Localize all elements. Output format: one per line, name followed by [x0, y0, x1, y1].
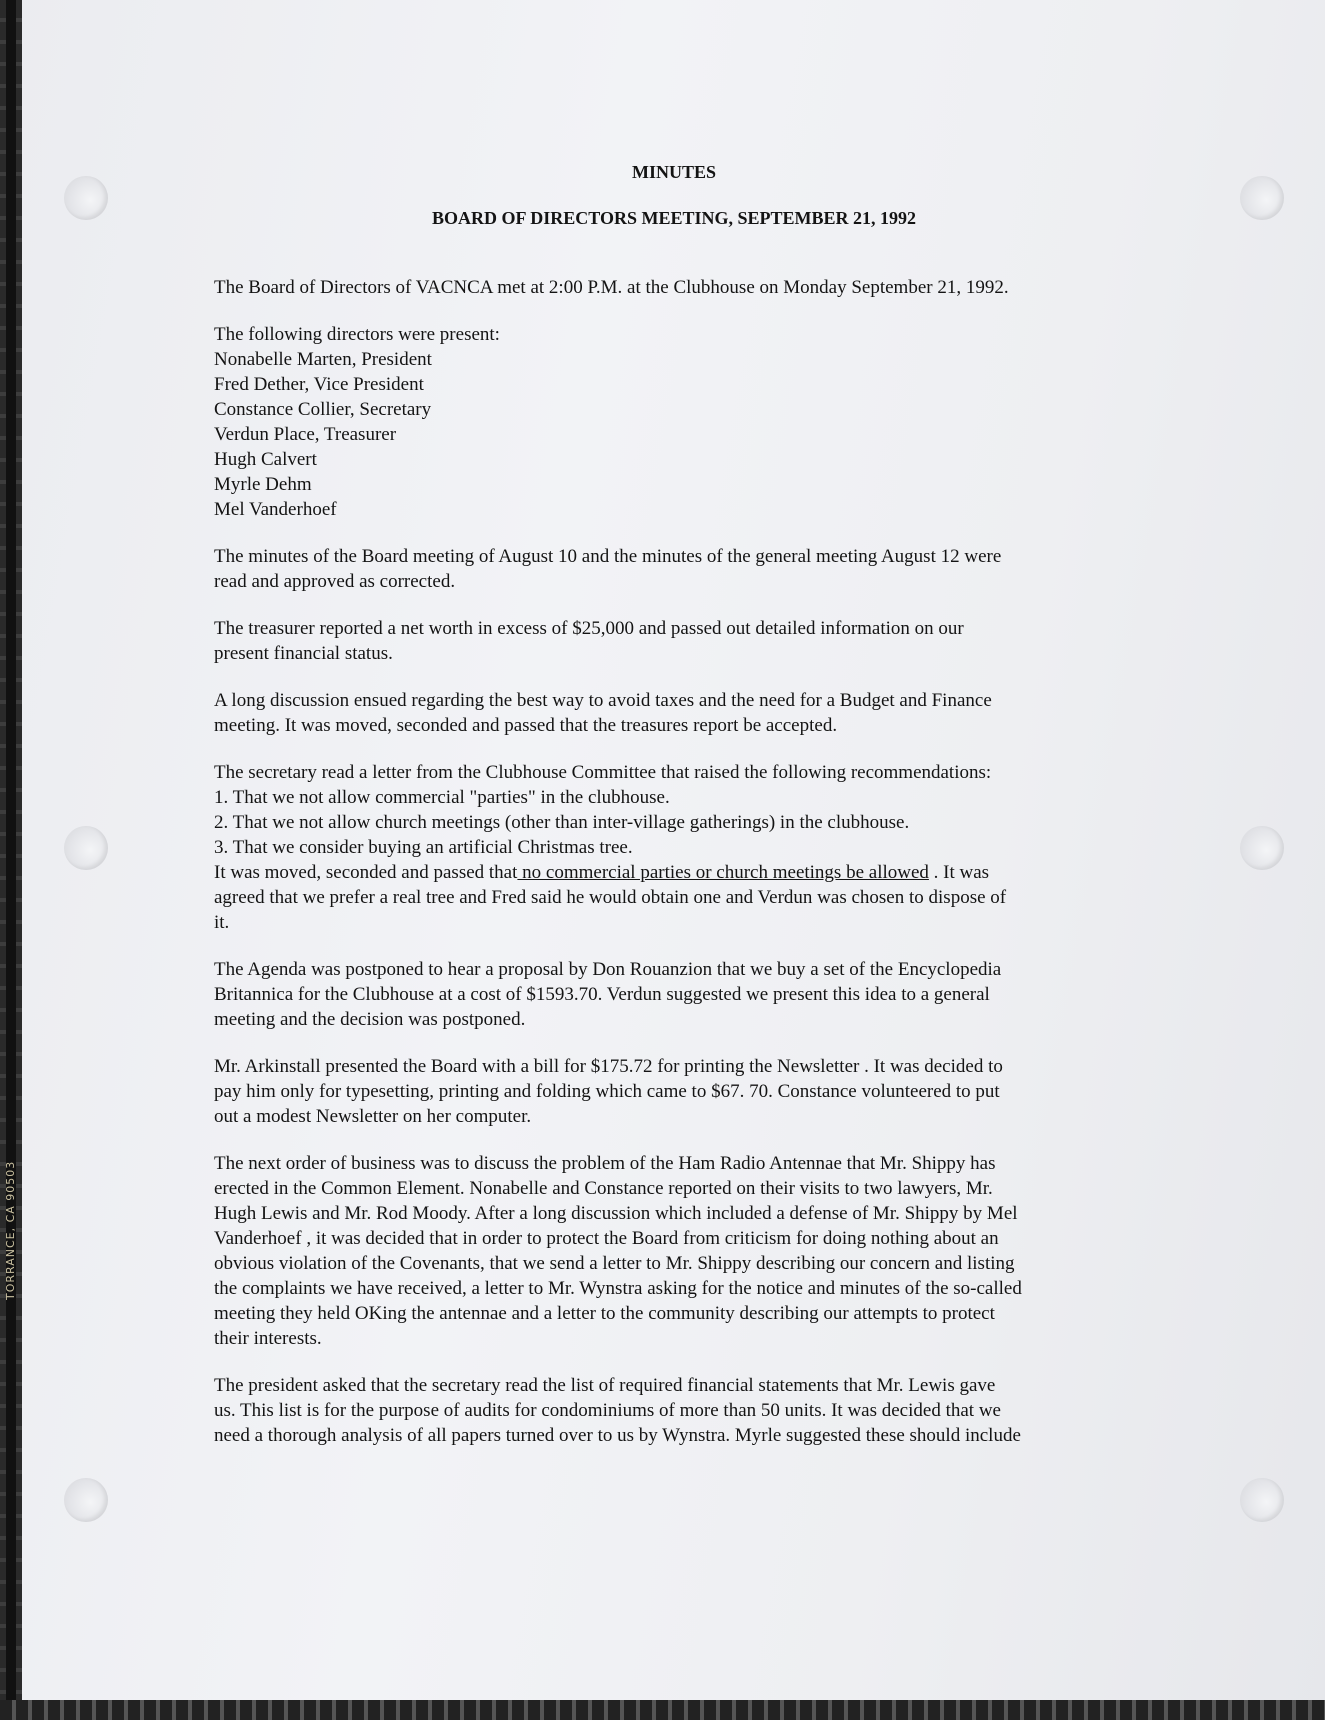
attendance-intro: The following directors were present:: [214, 324, 500, 345]
director-name: Constance Collier, Secretary: [214, 399, 432, 420]
page-subtitle: BOARD OF DIRECTORS MEETING, SEPTEMBER 21, 1992: [431, 208, 917, 228]
committee-intro: The secretary read a letter from the Clubhouse Committee that raised the following recommendations:: [214, 762, 992, 783]
director-name: Fred Dether, Vice President: [214, 374, 424, 395]
resolution-underlined: no commercial parties or church meetings be allowed: [517, 862, 929, 883]
text-line: The next order of business was to discuss the problem of the Ham Radio Antennae that Mr. Shippy has: [214, 1153, 996, 1174]
text-line: need a thorough analysis of all papers turned over to us by Wynstra. Myrle suggested these should include: [214, 1425, 1021, 1446]
director-name: Hugh Calvert: [214, 449, 317, 470]
text-line: obvious violation of the Covenants, that we send a letter to Mr. Shippy describing our concern and listing: [214, 1253, 1015, 1274]
director-name: Myrle Dehm: [214, 474, 312, 495]
opening-paragraph: [214, 275, 1134, 300]
director-name: Nonabelle Marten, President: [214, 349, 432, 370]
minutes-approval-paragraph: [214, 544, 1134, 594]
recommendation-item: 1. That we not allow commercial "parties" in the clubhouse.: [214, 787, 670, 808]
text-line: Hugh Lewis and Mr. Rod Moody. After a long discussion which included a defense of Mr. Shippy by Mel: [214, 1203, 1018, 1224]
text-line: their interests.: [214, 1328, 322, 1349]
text-line: The Board of Directors of VACNCA met at 2:00 P.M. at the Clubhouse on Monday September 21, 1992.: [214, 277, 1009, 298]
text-line: meeting. It was moved, seconded and passed that the treasures report be accepted.: [214, 715, 838, 736]
resolution-line: [214, 860, 1134, 885]
text-line: the complaints we have received, a letter to Mr. Wynstra asking for the notice and minutes of the so-called: [214, 1278, 1022, 1299]
newsletter-paragraph: [214, 1054, 1134, 1129]
text-line: The treasurer reported a net worth in excess of $25,000 and passed out detailed information on our: [214, 618, 964, 639]
text-line: pay him only for typesetting, printing and folding which came to $67. 70. Constance volunteered to put: [214, 1081, 1000, 1102]
binder-edge-inner: [6, 0, 16, 1720]
text-line: The president asked that the secretary read the list of required financial statements that Mr. Lewis gave: [214, 1375, 996, 1396]
minutes-document: [214, 160, 1134, 1470]
bottom-edge: [0, 1700, 1325, 1720]
text-line: it.: [214, 912, 230, 933]
text-line: meeting they held OKing the antennae and a letter to the community describing our attempts to protect: [214, 1303, 995, 1324]
punch-hole: [64, 1478, 108, 1522]
tax-discussion-paragraph: [214, 688, 1134, 738]
text-line: Vanderhoef , it was decided that in order to protect the Board from criticism for doing nothing about an: [214, 1228, 999, 1249]
director-name: Mel Vanderhoef: [214, 499, 337, 520]
recommendation-item: 3. That we consider buying an artificial Christmas tree.: [214, 837, 633, 858]
binder-edge: [0, 0, 22, 1720]
text-line: Britannica for the Clubhouse at a cost of $1593.70. Verdun suggested we present this idea to a general: [214, 984, 990, 1005]
attendance-section: [214, 322, 1134, 522]
antennae-paragraph: [214, 1151, 1134, 1351]
punch-hole: [1240, 1478, 1284, 1522]
text-line: The minutes of the Board meeting of August 10 and the minutes of the general meeting August 12 were: [214, 546, 1002, 567]
text-line: out a modest Newsletter on her computer.: [214, 1106, 532, 1127]
encyclopedia-paragraph: [214, 957, 1134, 1032]
margin-stamp: TORRANCE, CA 90503: [4, 1160, 17, 1300]
text-line: The Agenda was postponed to hear a proposal by Don Rouanzion that we buy a set of the Encyclopedia: [214, 959, 1002, 980]
clubhouse-committee-paragraph: [214, 760, 1134, 935]
text-line: meeting and the decision was postponed.: [214, 1009, 526, 1030]
text-line: us. This list is for the purpose of audits for condominiums of more than 50 units. It was decided that we: [214, 1400, 1001, 1421]
director-name: Verdun Place, Treasurer: [214, 424, 397, 445]
punch-hole: [64, 826, 108, 870]
text-line: agreed that we prefer a real tree and Fred said he would obtain one and Verdun was chosen to dispose of: [214, 887, 1007, 908]
recommendation-item: 2. That we not allow church meetings (other than inter-village gatherings) in the clubhouse.: [214, 812, 910, 833]
text-line: A long discussion ensued regarding the best way to avoid taxes and the need for a Budget and Finance: [214, 690, 992, 711]
text-line: Mr. Arkinstall presented the Board with a bill for $175.72 for printing the Newsletter . It was decided to: [214, 1056, 1003, 1077]
punch-hole: [1240, 826, 1284, 870]
resolution-prefix: It was moved, seconded and passed that: [214, 862, 518, 883]
text-line: read and approved as corrected.: [214, 571, 456, 592]
punch-hole: [64, 176, 108, 220]
page-title: MINUTES: [631, 162, 716, 182]
text-line: erected in the Common Element. Nonabelle and Constance reported on their visits to two lawyers, Mr.: [214, 1178, 993, 1199]
resolution-suffix: . It was: [928, 862, 990, 883]
audits-paragraph: [214, 1373, 1134, 1448]
punch-hole: [1240, 176, 1284, 220]
text-line: present financial status.: [214, 643, 393, 664]
treasurer-report-paragraph: [214, 616, 1134, 666]
